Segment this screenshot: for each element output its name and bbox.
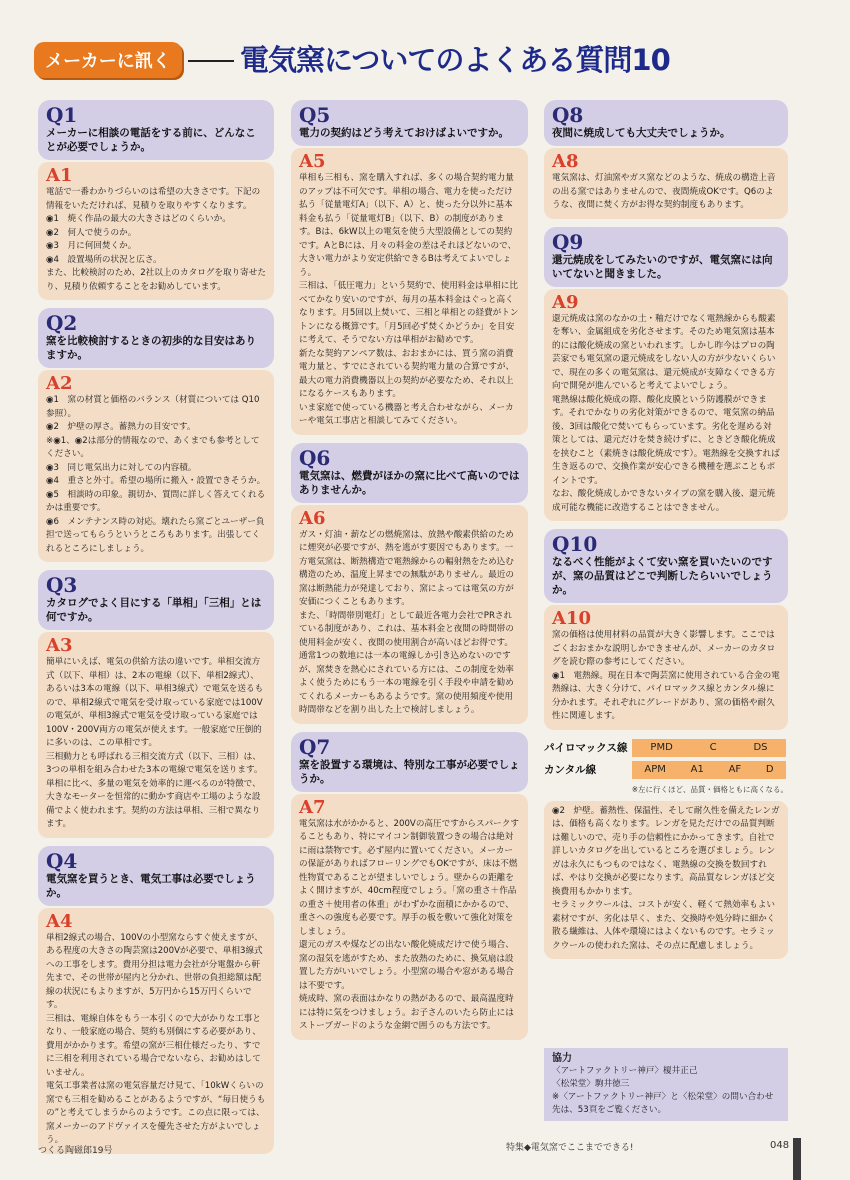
- page-number: 048: [770, 1140, 790, 1151]
- answer-paragraph: ◉1 電熱線。現在日本で陶芸窯に使用されている合金の電熱線は、大きく分けて、パイロマックス線とカンタル線に分かれます。それぞれにグレードがあり、窯の価格や耐久性に関連します。: [552, 670, 780, 721]
- answer-paragraph: ガス・灯油・薪などの燃焼窯は、放熱や酸素供給のために煙突が必要ですが、熱を逃がす要因でもあります。一方電気窯は、断熱構造で電熱線からの輻射熱をため込む構造のため、温度上昇までの無駄がありません。最近の窯は断熱能力が発達しており、窯によっては電気の方が安価につくこともあります。: [299, 529, 515, 607]
- answer-paragraph: 三相動力とも呼ばれる三相交流方式（以下、三相）は、3つの単相を組み合わせた3本の電線で電気を送ります。単相に比べ、多量の電気を効率的に運べるのが特徴で、大きなモーターを恒常的に動かす商店や工場のような設備でよく使われます。契約の方法は単相、三相で異なります。: [46, 751, 263, 829]
- answer-text: [46, 394, 266, 556]
- question-text: 電気窯は、燃費がほかの窯に比べて高いのではありませんか。: [299, 469, 520, 496]
- wire-grade: D: [765, 764, 774, 775]
- maker-badge: メーカーに訊く: [34, 42, 182, 78]
- answer-paragraph: ◉4 設置場所の状況と広さ。: [46, 254, 162, 265]
- answer-paragraph: また、比較検討のため、2社以上のカタログを取り寄せたり、見積り依頼することをお勧めしています。: [46, 268, 266, 292]
- answer-paragraph: いま家庭で使っている機器と考え合わせながら、メーカーや電気工事店と相談してみてください。: [299, 402, 514, 426]
- answer-paragraph: 還元のガスや煤などの出ない酸化焼成だけで使う場合、窯の湿気を逃がすため、また放熱のために、換気扇は設置した方がいいでしょう。小型窯の場合や窓がある場合は不要です。: [299, 940, 514, 991]
- column-2: [291, 100, 528, 1048]
- question-number: Q10: [552, 532, 598, 556]
- table-note: ※左に行くほど、品質・価格ともに高くなる。: [631, 784, 788, 794]
- answer-box-continued: [544, 801, 788, 960]
- wire-type-label: パイロマックス線: [544, 742, 628, 754]
- answer-number: A2: [46, 373, 73, 394]
- answer-box: [544, 148, 788, 219]
- answer-paragraph: 三相は、「低圧電力」という契約で、使用料金は単相に比べてかなり安いのですが、毎月の基本料金はぐっと高くなります。月5回以上焚いて、三相と単相との経費がトントンになる概算です。「月5回必ず焚くかどうか」を目安に考えて、そうでない方は単相がお勧めです。: [299, 281, 519, 345]
- answer-paragraph: 電気窯は水がかかると、200Vの高圧ですからスパークすることもあり、特にマイコン制御装置つきの場合は絶対に雨は禁物です。必ず屋内に置いてください。メーカーの保証がありればフローリングでもOKですが、床は不燃性物質であることが望ましいでしょう。壁からの距離をよく開けますが、40cm程度でしょう。「窯の重さ＋作品の重さ＋使用者の体重」がわずかな面積にかかるので、重さへの強度も必要です。厚手の板を敷いて強化対策をしましょう。: [299, 818, 519, 937]
- answer-paragraph: ◉6 メンテナンス時の対応。壊れたら窯ごとユーザー負担で送ってもらうというところもあります。出張してくれるところにしましょう。: [46, 516, 265, 554]
- answer-paragraph: 窯の価格は使用材料の品質が大きく影響します。ここではごくおおまかな説明しかできませんが、メーカーのカタログを読む際の参考にしてください。: [552, 630, 776, 667]
- answer-number: A7: [299, 796, 326, 818]
- answer-text: [299, 529, 520, 718]
- footer-magazine: つくる陶磁郎19号: [38, 1146, 113, 1156]
- answer-box: [291, 794, 528, 1040]
- answer-paragraph: ◉1 窯の材質と価格のバランス（材質については Q10 参照）。: [46, 395, 260, 419]
- answer-paragraph: ◉5 相談時の印象。親切か、質問に詳しく答えてくれるかは重要です。: [46, 489, 266, 513]
- answer-paragraph: ※◉1、◉2は部分的情報なので、あくまでも参考としてください。: [46, 435, 260, 459]
- question-number: Q6: [299, 445, 331, 470]
- question-box: [544, 227, 788, 287]
- question-box: [38, 846, 274, 906]
- page-header: [34, 36, 824, 84]
- answer-text: [46, 932, 266, 1148]
- answer-paragraph: ◉4 重さと外寸。希望の場所に搬入・設置できそうか。: [46, 476, 266, 486]
- answer-paragraph: 還元焼成は窯のなかの土・釉だけでなく電熱線からも酸素を奪い、金属組成を劣化させます。そのため電気窯は基本的には酸化焼成の窯といわれます。しかし昨今はプロの陶芸家でも電気窯の還元焼成をしない人の方が少ないくらいで、現在の多くの電気窯は、還元焼成が支障なくできる方向で開発が進んでいると考えてよいでしょう。: [552, 313, 776, 391]
- question-text: 電気窯を買うとき、電気工事は必要でしょうか。: [46, 872, 256, 899]
- question-box: [544, 529, 788, 603]
- wire-grade-values: [632, 761, 786, 779]
- wire-grade: DS: [753, 742, 768, 753]
- answer-text: [299, 172, 520, 429]
- question-number: Q1: [46, 103, 78, 127]
- answer-box: [291, 505, 528, 724]
- answer-paragraph: また、「時間帯別電灯」として最近各電力会社でPRされている制度があり、これは、基本料金と夜間の時間帯の使用料金が安く、夜間の使用割合が高いほどお得です。通常1つの数地には一本の電線しか引き込めないのですが、窯焚きを熱心にされている方には、この制度を効率よく使うためにもう一本の電線を引く手段や申請を勧めてくれるメーカーもあるようです。窯の使用頻度や使用時間帯などを割り出した上で検討しましょう。: [299, 610, 514, 715]
- question-text: 夜間に焼成しても大丈夫でしょうか。: [552, 127, 731, 139]
- question-text: 窯を比較検討するときの初歩的な目安はありますか。: [46, 335, 256, 361]
- question-text: 窯を設置する環境は、特別な工事が必要でしょうか。: [299, 758, 520, 785]
- wire-grade-table: [544, 738, 786, 780]
- question-number: Q2: [46, 311, 78, 335]
- answer-paragraph: ◉1 焼く作品の最大の大きさはどのくらいか。: [46, 214, 231, 224]
- question-box: [291, 732, 528, 792]
- answer-paragraph: なお、酸化焼成しかできないタイプの窯を購入後、還元焼成可能な機能に改造することはできません。: [552, 489, 776, 513]
- title-dash: [188, 60, 234, 62]
- answer-paragraph: 電気窯は、灯油窯やガス窯などのような、焼成の構造上音の出る窯ではありませんので、夜間焼成OKです。Q6のような、夜間に焚く方がお得な契約制度もあります。: [552, 173, 776, 210]
- question-number: Q9: [552, 229, 584, 254]
- answer-paragraph: ◉2 炉壁。蓄熱性、保温性、そして耐久性を備えたレンガは、価格も高くなります。レンガを見ただけでの品質判断は難しいので、売り手の信頼性にかかってきます。自社で詳しいカタログを出しているところを選びましょう。レンガは永久にもつものではなく、電熱線の交換を数回すれば、やはり交換が必要になります。高品質なレンガほど交換費用もかかります。: [552, 805, 780, 897]
- answer-paragraph: 簡単にいえば、電気の供給方法の違いです。単相交流方式（以下、単相）は、2本の電線（以下、単相2線式）、あるいは3本の電線（以下、単相3線式）で電気を送るもので、単相2線式で電気を受け取っている家庭では100Vの電気が、単相3線式で電気を受け取っている家庭では100V・200V両方の電気が使えます。一般家庭で圧倒的に多いのは、この単相です。: [46, 657, 264, 748]
- wire-grade: AF: [728, 764, 742, 775]
- column-3: [544, 100, 788, 967]
- question-box: [38, 570, 274, 630]
- wire-grade-values: [632, 739, 786, 757]
- question-text: メーカーに相談の電話をする前に、どんなことが必要でしょうか。: [46, 127, 256, 153]
- credit-line-1: 〈アートファクトリー神戸〉榎井正己: [552, 1066, 698, 1076]
- table-row: [544, 760, 786, 780]
- question-box: [291, 443, 528, 503]
- answer-text: [552, 629, 780, 724]
- answer-paragraph: 単相2線式の場合、100Vの小型窯ならすぐ使えますが、ある程度の大きさの陶芸窯は200Vが必要で、単相3線式への工事をします。費用分担は電力会社が分電盤から軒先まで、その世帯が屋内と分かれ、世帯の負担総額は配線の状況にもよりますが、5万円から15万円くらいです。: [46, 932, 263, 1010]
- question-number: Q8: [552, 103, 584, 127]
- answer-box: [38, 162, 274, 300]
- answer-number: A5: [299, 151, 326, 172]
- answer-text: [46, 186, 266, 294]
- answer-paragraph: ◉2 何人で使うのか。: [46, 227, 137, 238]
- question-number: Q5: [299, 103, 331, 127]
- question-number: Q7: [299, 734, 331, 759]
- page-title: 電気窯についてのよくある質問10: [240, 43, 670, 77]
- question-number: Q4: [46, 848, 78, 873]
- answer-number: A10: [552, 608, 592, 629]
- credit-box: [544, 1048, 788, 1121]
- answer-text: [552, 172, 780, 213]
- wire-grade: PMD: [650, 742, 673, 753]
- answer-paragraph: 電話で一番わかりづらいのは希望の大きさです。下記の情報をいただければ、見積りを取りやすくなります。: [46, 187, 261, 211]
- table-row: [544, 738, 786, 758]
- wire-type-label: カンタル線: [544, 764, 597, 776]
- wire-grade: C: [709, 742, 717, 753]
- answer-paragraph: 電気工事業者は窯の電気容量だけ見て、「10kWくらいの窯でも三相を勧めることがあるようですが、“毎日使うもの”と考えてしまうからのようです。この点に限っては、窯メーカーのアドヴァイスを優先させた方がよいでしょう。: [46, 1081, 266, 1145]
- footer-section: 特集◆電気窯でここまでできる!: [506, 1143, 634, 1153]
- answer-paragraph: 新たな契約アンペア数は、おおまかには、買う窯の消費電力量と、すでにされている契約電力量の合算ですが、最大の電力消費機器以上の契約が必要なため、それ以上になるケースもあります。: [299, 348, 515, 399]
- answer-paragraph: 単相も三相も、窯を購入すれば、多くの場合契約電力量のアップは不可欠です。単相の場合、電力を使っただけ払う「従量電灯A」（以下、A）と、使った分以外に基本料金も払う「従量電灯B」（以下、B）の制度があります。Bは、6kW以上の電気を使う大型設備としての契約です。AとBには、月々の料金の差はそれほどないので、大きい電力がより安定供給できるBは考えてよいでしょう。: [299, 173, 517, 278]
- answer-number: A1: [46, 165, 73, 186]
- answer-number: A9: [552, 291, 579, 313]
- answer-paragraph: ◉3 同じ電気出力に対しての内容積。: [46, 462, 197, 473]
- answer-text: [299, 818, 520, 1034]
- page-edge-bar: [793, 1138, 801, 1180]
- answer-box: [291, 148, 528, 435]
- credit-title: 協力: [552, 1053, 572, 1064]
- answer-box: [38, 370, 274, 562]
- answer-text: [552, 805, 780, 954]
- wire-grade: A1: [690, 764, 704, 775]
- question-box: [38, 100, 274, 160]
- question-text: カタログでよく目にする「単相」「三相」とは何ですか。: [46, 597, 262, 623]
- wire-grade: APM: [644, 764, 666, 775]
- question-number: Q3: [46, 573, 78, 597]
- answer-box: [38, 632, 274, 838]
- answer-paragraph: 三相は、電線自体をもう一本引くので大がかりな工事となり、一般家庭の場合、契約も別個にする必要があり、費用がかかります。希望の窯が三相仕様だったり、すでに三相を利用されている場合でないなら、お勧めはしていません。: [46, 1013, 261, 1078]
- question-box: [544, 100, 788, 146]
- answer-number: A6: [299, 507, 326, 529]
- answer-paragraph: 焼成時、窯の表面はかなりの熱があるので、最高温度時には特に気をつけましょう。お子さんのいたら防止にはストーブガードのような金網で囲うのも方法です。: [299, 994, 514, 1031]
- question-box: [38, 308, 274, 368]
- answer-paragraph: セラミックウールは、コストが安く、軽くて熱効率もよい素材ですが、劣化は早く、また、交換時や処分時に細かく散る繊維は、人体や環境にはよくないものです。セラミックウールの使われた窯は、その点に配慮しましょう。: [552, 900, 776, 951]
- answer-box: [38, 908, 274, 1154]
- answer-paragraph: ◉2 炉壁の厚さ。蓄熱力の目安です。: [46, 422, 196, 432]
- question-text: 電力の契約はどう考えておけばよいですか。: [299, 127, 509, 139]
- question-text: なるべく性能がよくて安い窯を買いたいのですが、窯の品質はどこで判断したらいいでしょうか。: [552, 556, 773, 596]
- answer-paragraph: ◉3 月に何回焚くか。: [46, 241, 137, 251]
- answer-number: A4: [46, 910, 73, 932]
- answer-box: [544, 289, 788, 522]
- column-1: [38, 100, 274, 1162]
- question-box: [291, 100, 528, 146]
- answer-number: A3: [46, 635, 73, 656]
- answer-text: [46, 656, 266, 832]
- answer-number: A8: [552, 151, 579, 172]
- answer-paragraph: 電熱線は酸化焼成の際、酸化皮膜という防護膜ができます。それでかなりの劣化対策ができるので、電気窯の納品後、3回は酸化で焚いてもらっています。劣化を遅める対策としては、還元だけを焚き続けずに、ときどき酸化焼成を挟むこと（素焼きは酸化焼成です）。電熱線を交換すれば生き返るので、交換作業が安心できる機種を選ぶこともポイントです。: [552, 394, 780, 486]
- credit-line-2: 〈松栄堂〉駒井徳三: [552, 1079, 630, 1089]
- answer-text: [552, 313, 780, 516]
- answer-box: [544, 605, 788, 730]
- credit-note: ※〈アートファクトリー神戸〉と〈松栄堂〉の問い合わせ先は、53頁をご覧ください。: [552, 1092, 774, 1115]
- question-text: 還元焼成をしてみたいのですが、電気窯には向いてないと聞きました。: [552, 253, 773, 280]
